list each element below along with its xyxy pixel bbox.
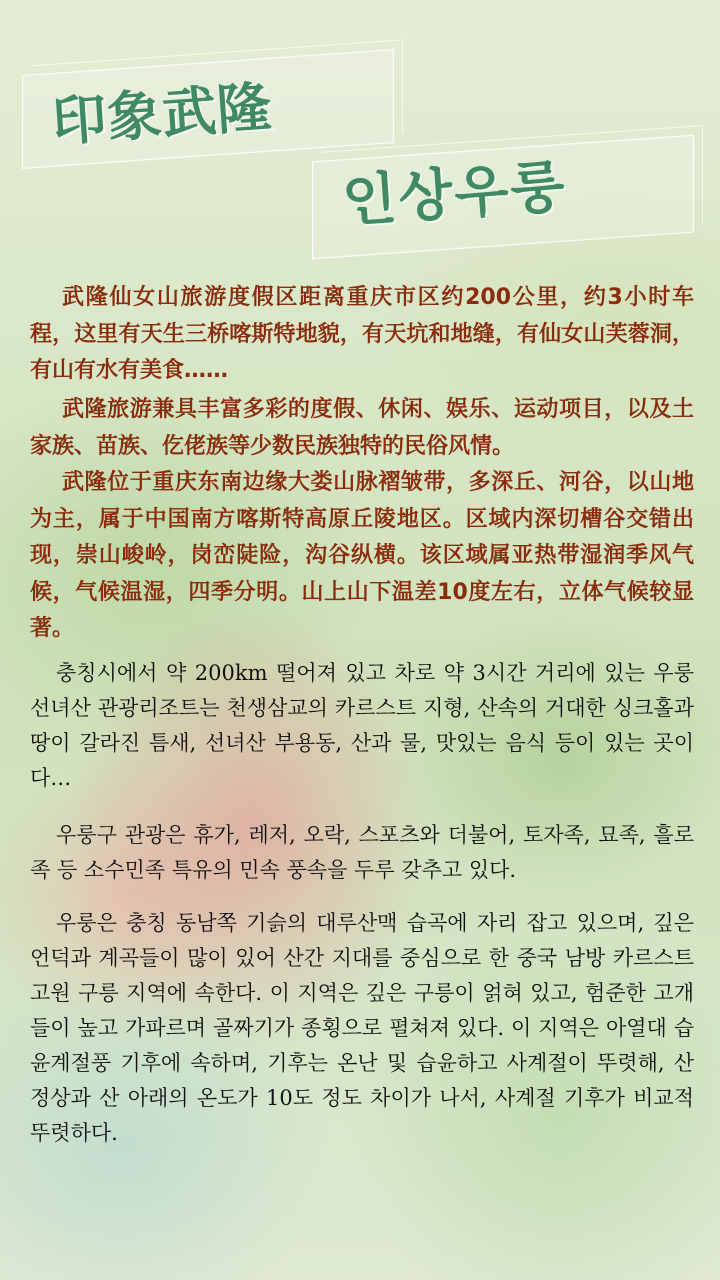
chinese-paragraph-activities: 武隆旅游兼具丰富多彩的度假、休闲、娱乐、运动项目，以及土家族、苗族、仡佬族等少数民族独特的民俗风情。 bbox=[30, 397, 694, 459]
korean-paragraph-activities: 우룽구 관광은 휴가, 레저, 오락, 스포츠와 더불어, 토자족, 묘족, 흘로족 등 소수민족 특유의 민속 풍속을 두루 갖추고 있다. bbox=[30, 823, 694, 882]
korean-title: 인상우룽 bbox=[340, 154, 569, 235]
chinese-paragraph-intro: 武隆仙女山旅游度假区距离重庆市区约200公里，约3小时车程，这里有天生三桥喀斯特地貌，有天坑和地缝，有仙女山芙蓉洞，有山有水有美食…… bbox=[30, 285, 694, 383]
chinese-title: 印象武隆 bbox=[50, 75, 275, 154]
chinese-paragraph-geography: 武隆位于重庆东南边缘大娄山脉褶皱带，多深丘、河谷，以山地为主，属于中国南方喀斯特高原丘陵地区。区域内深切槽谷交错出现，崇山峻岭，岗峦陡险，沟谷纵横。该区域属亚热带湿润季风气候，气候温湿，四季分明。山上山下温差10度左右，立体气候较显著。 bbox=[30, 470, 694, 641]
korean-paragraph-geography: 우룽은 충칭 동남쪽 기슭의 대루산맥 습곡에 자리 잡고 있으며, 깊은 언덕과 계곡들이 많이 있어 산간 지대를 중심으로 한 중국 남방 카르스트 고원 구릉 지역에 속한다. 이 지역은 깊은 구릉이 얽혀 있고, 험준한 고개들이 높고 가파르며 골짜기가 종횡으로 펼쳐져 있다. 이 지역은 아열대 습윤계절풍 기후에 속하며, 기후는 온난 및 습윤하고 사계절이 뚜렷해, 산 정상과 산 아래의 온도가 10도 정도 차이가 나서, 사계절 기후가 비교적 뚜렷하다. bbox=[30, 911, 694, 1145]
korean-paragraph-intro: 충칭시에서 약 200km 떨어져 있고 차로 약 3시간 거리에 있는 우룽선녀산 관광리조트는 천생삼교의 카르스트 지형, 산속의 거대한 싱크홀과 땅이 갈라진 틈새, 선녀산 부용동, 산과 물, 맛있는 음식 등이 있는 곳이다… bbox=[30, 661, 694, 790]
